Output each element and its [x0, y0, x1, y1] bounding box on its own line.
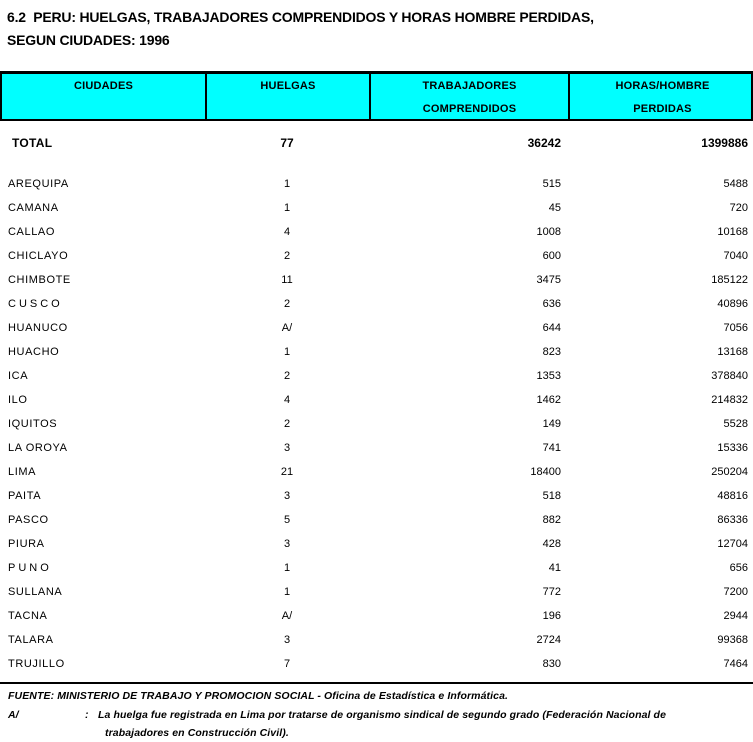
table-row	[0, 322, 753, 346]
trabajadores-cell: 518	[542, 490, 561, 502]
huelgas-cell: 2	[283, 250, 291, 262]
table-row	[0, 274, 753, 298]
trabajadores-cell: 149	[542, 418, 561, 430]
column-header-label: PERDIDAS	[633, 103, 692, 115]
trabajadores-cell: 636	[542, 298, 561, 310]
column-header-huelgas	[207, 74, 371, 119]
horas-cell: 7040	[723, 250, 748, 262]
table-row	[0, 610, 753, 634]
table-row	[0, 634, 753, 658]
footnote-marker: A/	[8, 709, 19, 721]
horas-cell: 99368	[717, 634, 748, 646]
trabajadores-cell: 196	[542, 610, 561, 622]
trabajadores-cell: 2724	[536, 634, 561, 646]
huelgas-cell: 3	[283, 634, 291, 646]
trabajadores-cell: 41	[548, 562, 561, 574]
city-cell: LA OROYA	[8, 442, 68, 454]
horas-cell: 15336	[717, 442, 748, 454]
city-cell: CHICLAYO	[8, 250, 69, 262]
trabajadores-cell: 515	[542, 178, 561, 190]
table-body	[0, 178, 753, 682]
huelgas-cell: 1	[283, 202, 291, 214]
table-row	[0, 418, 753, 442]
huelgas-cell: 1	[283, 586, 291, 598]
huelgas-cell: 2	[283, 298, 291, 310]
column-header-ciudades	[2, 74, 207, 119]
horas-cell: 86336	[717, 514, 748, 526]
table-row	[0, 586, 753, 610]
trabajadores-cell: 428	[542, 538, 561, 550]
column-header-label: HORAS/HOMBRE	[615, 80, 710, 92]
table-row	[0, 298, 753, 322]
footer-divider	[0, 682, 753, 684]
title-line-2: SEGUN CIUDADES: 1996	[7, 32, 170, 48]
total-trabajadores-value: 36242	[527, 136, 561, 150]
table-row	[0, 394, 753, 418]
column-header-label: TRABAJADORES	[422, 80, 517, 92]
trabajadores-cell: 830	[542, 658, 561, 670]
table-row	[0, 514, 753, 538]
table-row	[0, 202, 753, 226]
table-row	[0, 466, 753, 490]
total-horas-value: 1399886	[701, 136, 748, 150]
city-cell: PUNO	[8, 562, 52, 574]
trabajadores-cell: 882	[542, 514, 561, 526]
city-cell: PAITA	[8, 490, 42, 502]
city-cell: HUANUCO	[8, 322, 68, 334]
horas-cell: 5488	[723, 178, 748, 190]
huelgas-cell: 2	[283, 418, 291, 430]
trabajadores-cell: 3475	[536, 274, 561, 286]
table-row	[0, 370, 753, 394]
huelgas-cell: 1	[283, 346, 291, 358]
horas-cell: 214832	[711, 394, 748, 406]
city-cell: TRUJILLO	[8, 658, 65, 670]
huelgas-cell: 1	[283, 178, 291, 190]
column-header-trabajadores	[371, 74, 570, 119]
table-header-row	[0, 71, 753, 121]
footnote-text: La huelga fue registrada en Lima por tratarse de organismo sindical de segundo grado (Federación Nacional de	[98, 709, 667, 721]
huelgas-cell: 1	[283, 562, 291, 574]
huelgas-cell: 2	[283, 370, 291, 382]
table-row	[0, 442, 753, 466]
city-cell: PIURA	[8, 538, 45, 550]
table-row	[0, 658, 753, 682]
horas-cell: 48816	[717, 490, 748, 502]
table-row	[0, 250, 753, 274]
table-row	[0, 490, 753, 514]
title-line-1: 6.2 PERU: HUELGAS, TRABAJADORES COMPRENDIDOS Y HORAS HOMBRE PERDIDAS,	[7, 9, 594, 25]
city-cell: LIMA	[8, 466, 37, 478]
horas-cell: 185122	[711, 274, 748, 286]
huelgas-cell: 11	[281, 274, 293, 286]
city-cell: AREQUIPA	[8, 178, 69, 190]
trabajadores-cell: 1462	[536, 394, 561, 406]
city-cell: CAMANA	[8, 202, 59, 214]
column-header-label: CIUDADES	[73, 80, 134, 92]
horas-cell: 13168	[717, 346, 748, 358]
column-header-label: HUELGAS	[260, 80, 316, 92]
city-cell: CALLAO	[8, 226, 56, 238]
trabajadores-cell: 1008	[536, 226, 561, 238]
city-cell: ICA	[8, 370, 29, 382]
huelgas-cell: 3	[283, 490, 291, 502]
city-cell: PASCO	[8, 514, 49, 526]
huelgas-cell: 3	[283, 442, 291, 454]
table-row	[0, 562, 753, 586]
horas-cell: 2944	[723, 610, 748, 622]
page-title	[0, 0, 753, 52]
horas-cell: 7056	[723, 322, 748, 334]
huelgas-cell: 3	[283, 538, 291, 550]
huelgas-cell: 4	[283, 394, 291, 406]
total-huelgas-value: 77	[280, 136, 294, 150]
city-cell: CUSCO	[8, 298, 63, 310]
huelgas-cell: 21	[280, 466, 294, 478]
city-cell: TALARA	[8, 634, 54, 646]
horas-cell: 378840	[711, 370, 748, 382]
city-cell: HUACHO	[8, 346, 60, 358]
column-header-horas-hombre	[570, 74, 753, 119]
trabajadores-cell: 18400	[530, 466, 561, 478]
total-row	[0, 136, 753, 156]
horas-cell: 40896	[717, 298, 748, 310]
huelgas-cell: A/	[281, 610, 293, 622]
table-row	[0, 178, 753, 202]
footer	[0, 689, 753, 740]
city-cell: TACNA	[8, 610, 48, 622]
horas-cell: 656	[729, 562, 748, 574]
horas-cell: 250204	[711, 466, 748, 478]
huelgas-cell: 5	[283, 514, 291, 526]
trabajadores-cell: 772	[542, 586, 561, 598]
table-row	[0, 226, 753, 250]
horas-cell: 10168	[717, 226, 748, 238]
source-line: FUENTE: MINISTERIO DE TRABAJO Y PROMOCION SOCIAL - Oficina de Estadística e Informática.	[8, 690, 509, 702]
trabajadores-cell: 823	[542, 346, 561, 358]
horas-cell: 7464	[723, 658, 748, 670]
table-row	[0, 538, 753, 562]
footnote-colon: :	[85, 709, 89, 721]
city-cell: CHIMBOTE	[8, 274, 71, 286]
trabajadores-cell: 45	[548, 202, 561, 214]
huelgas-cell: 4	[283, 226, 291, 238]
huelgas-cell: 7	[283, 658, 291, 670]
footnote-continuation: trabajadores en Construcción Civil).	[105, 727, 289, 739]
huelgas-cell: A/	[281, 322, 293, 334]
city-cell: SULLANA	[8, 586, 63, 598]
total-label: TOTAL	[12, 136, 53, 150]
footnote-line	[0, 708, 753, 722]
city-cell: IQUITOS	[8, 418, 58, 430]
horas-cell: 12704	[717, 538, 748, 550]
city-cell: ILO	[8, 394, 28, 406]
horas-cell: 7200	[723, 586, 748, 598]
trabajadores-cell: 1353	[536, 370, 561, 382]
horas-cell: 720	[729, 202, 748, 214]
table-row	[0, 346, 753, 370]
trabajadores-cell: 741	[542, 442, 561, 454]
horas-cell: 5528	[723, 418, 748, 430]
trabajadores-cell: 644	[542, 322, 561, 334]
trabajadores-cell: 600	[542, 250, 561, 262]
column-header-label: COMPRENDIDOS	[422, 103, 517, 115]
